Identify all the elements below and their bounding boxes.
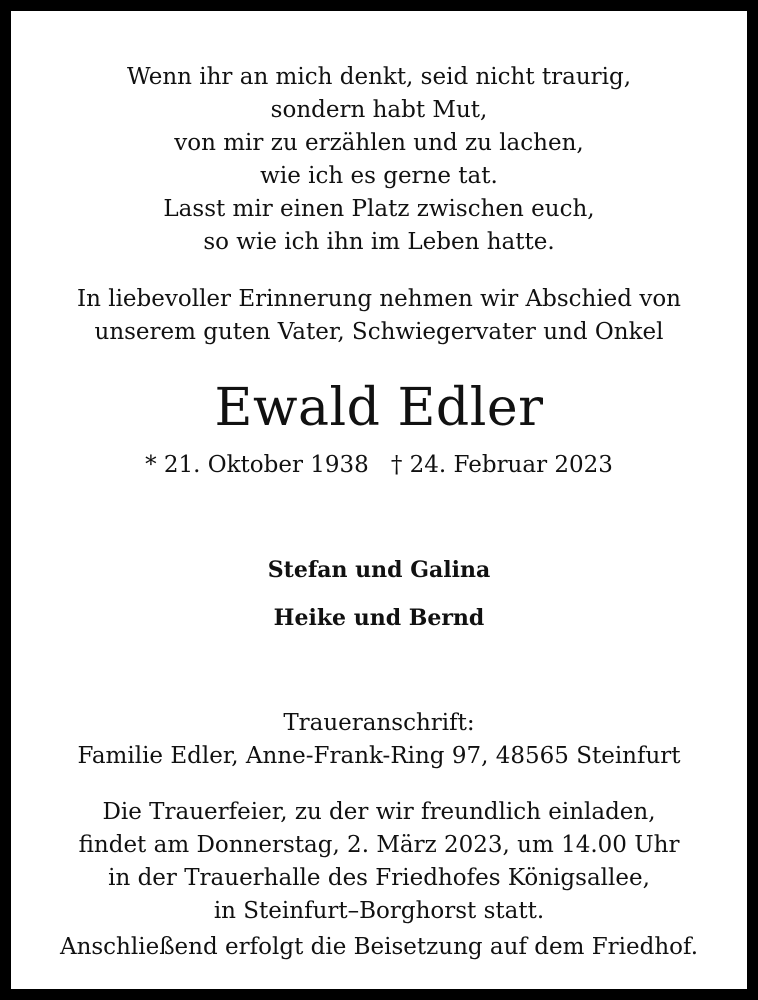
intro-line: unserem guten Vater, Schwiegervater und Onkel [94, 319, 664, 345]
life-dates [11, 449, 747, 482]
farewell-intro [11, 283, 747, 349]
poem-line: Lasst mir einen Platz zwischen euch, [163, 196, 595, 222]
intro-line: In liebevoller Erinnerung nehmen wir Abschied von [77, 286, 681, 312]
poem-line: wie ich es gerne tat. [260, 163, 498, 189]
poem [11, 61, 747, 259]
poem-line: von mir zu erzählen und zu lachen, [174, 130, 584, 156]
death-date: † 24. Februar 2023 [390, 452, 613, 478]
address-line: Familie Edler, Anne-Frank-Ring 97, 48565 Steinfurt [77, 743, 681, 769]
mourner-name: Heike und Bernd [273, 605, 485, 631]
ceremony-line: findet am Donnerstag, 2. März 2023, um 14.00 Uhr [78, 832, 680, 858]
birth-date: * 21. Oktober 1938 [145, 452, 369, 478]
poem-line: sondern habt Mut, [270, 97, 488, 123]
mourners [11, 554, 747, 635]
address-label: Traueranschrift: [283, 710, 475, 736]
ceremony-line: in der Trauerhalle des Friedhofes Königsallee, [108, 865, 650, 891]
mourning-address [11, 707, 747, 773]
ceremony-info [11, 796, 747, 928]
poem-line: so wie ich ihn im Leben hatte. [203, 229, 555, 255]
burial-info: Anschließend erfolgt die Beisetzung auf dem Friedhof. [59, 934, 699, 960]
ceremony-line: Die Trauerfeier, zu der wir freundlich einladen, [102, 799, 656, 825]
mourner-name: Stefan und Galina [267, 557, 491, 583]
poem-line: Wenn ihr an mich denkt, seid nicht traurig, [126, 64, 632, 90]
ceremony-line: in Steinfurt–Borghorst statt. [213, 898, 545, 924]
deceased-name: Ewald Edler [214, 378, 544, 438]
